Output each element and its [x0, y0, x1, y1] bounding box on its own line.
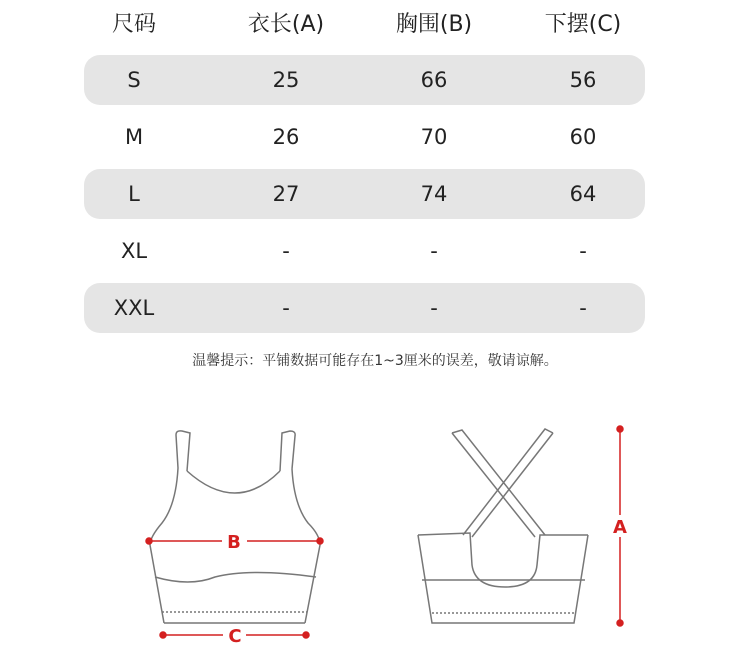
front-garment-outline — [150, 431, 320, 623]
hem-cell: - — [579, 296, 587, 320]
hem-label: C — [228, 626, 242, 647]
size-cell: L — [128, 182, 140, 206]
length-cell: 26 — [272, 125, 300, 149]
bust-cell: - — [430, 239, 438, 263]
garment-diagram — [0, 405, 750, 665]
hem-cell: - — [579, 239, 587, 263]
bust-label: B — [227, 532, 241, 553]
measurement-note: 温馨提示：平铺数据可能存在1~3厘米的误差，敬请谅解。 — [192, 353, 558, 369]
table-row — [84, 169, 645, 219]
size-cell: S — [127, 68, 141, 92]
hem-cell: 64 — [569, 182, 597, 206]
table-header — [84, 0, 645, 45]
table-row — [84, 55, 645, 105]
size-cell: M — [124, 125, 144, 149]
bust-cell: 70 — [420, 125, 448, 149]
size-cell: XXL — [113, 296, 155, 320]
header-size: 尺码 — [111, 12, 156, 37]
length-cell: - — [282, 296, 290, 320]
size-table — [84, 55, 645, 333]
back-garment-outline — [418, 429, 588, 623]
table-row — [84, 283, 645, 333]
length-cell: 25 — [272, 68, 300, 92]
length-cell: - — [282, 239, 290, 263]
header-length: 衣长(A) — [247, 12, 325, 37]
size-cell: XL — [120, 239, 148, 263]
header-bust: 胸围(B) — [395, 12, 473, 37]
header-hem: 下摆(C) — [544, 12, 622, 37]
hem-cell: 56 — [569, 68, 597, 92]
length-label: A — [613, 517, 627, 538]
length-cell: 27 — [272, 182, 300, 206]
bust-cell: - — [430, 296, 438, 320]
hem-cell: 60 — [569, 125, 597, 149]
table-row — [84, 226, 645, 276]
bust-cell: 74 — [420, 182, 448, 206]
table-row — [84, 112, 645, 162]
bust-cell: 66 — [420, 68, 448, 92]
